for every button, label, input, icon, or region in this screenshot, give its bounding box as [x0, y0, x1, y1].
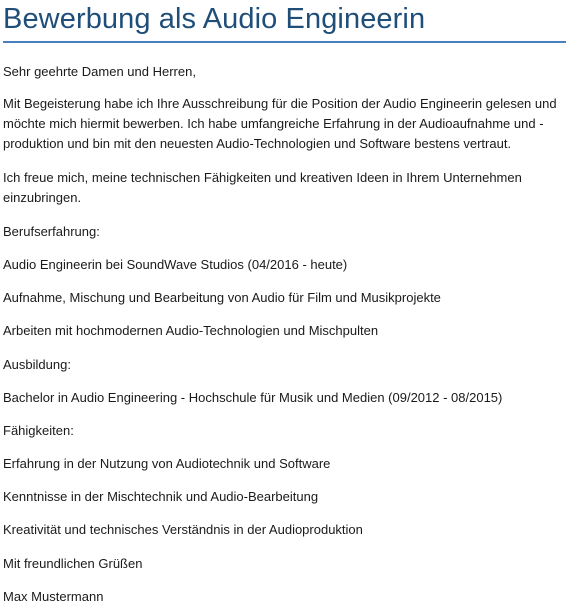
- experience-item: Aufnahme, Mischung und Bearbeitung von Audio für Film und Musikprojekte: [3, 290, 441, 305]
- signature: Max Mustermann: [3, 589, 104, 604]
- experience-item: Arbeiten mit hochmodernen Audio-Technologien und Mischpulten: [3, 323, 379, 338]
- experience-item: Audio Engineerin bei SoundWave Studios (04/2016 - heute): [3, 257, 348, 272]
- page-title: Bewerbung als Audio Engineerin: [3, 3, 426, 35]
- experience-heading: Berufserfahrung:: [3, 224, 100, 239]
- title-divider: [3, 41, 566, 43]
- skills-item: Kreativität und technisches Verständnis in der Audioproduktion: [3, 522, 363, 537]
- intro-paragraph: Mit Begeisterung habe ich Ihre Ausschreibung für die Position der Audio Engineerin gelesen und möchte mich hiermit bewerben. Ich habe umfangreiche Erfahrung in der Audioaufnahme und -produktion und bin mit den neuesten Audio-Technologien und Software bestens vertraut.: [3, 96, 557, 151]
- skills-heading: Fähigkeiten:: [3, 423, 74, 438]
- motivation-paragraph: Ich freue mich, meine technischen Fähigkeiten und kreativen Ideen in Ihrem Unternehmen einzubringen.: [3, 170, 522, 205]
- greeting: Sehr geehrte Damen und Herren,: [3, 64, 196, 79]
- skills-item: Erfahrung in der Nutzung von Audiotechnik und Software: [3, 456, 331, 471]
- skills-item: Kenntnisse in der Mischtechnik und Audio-Bearbeitung: [3, 489, 319, 504]
- closing-salutation: Mit freundlichen Grüßen: [3, 556, 143, 571]
- education-heading: Ausbildung:: [3, 357, 71, 372]
- education-item: Bachelor in Audio Engineering - Hochschule für Musik und Medien (09/2012 - 08/2015): [3, 390, 503, 405]
